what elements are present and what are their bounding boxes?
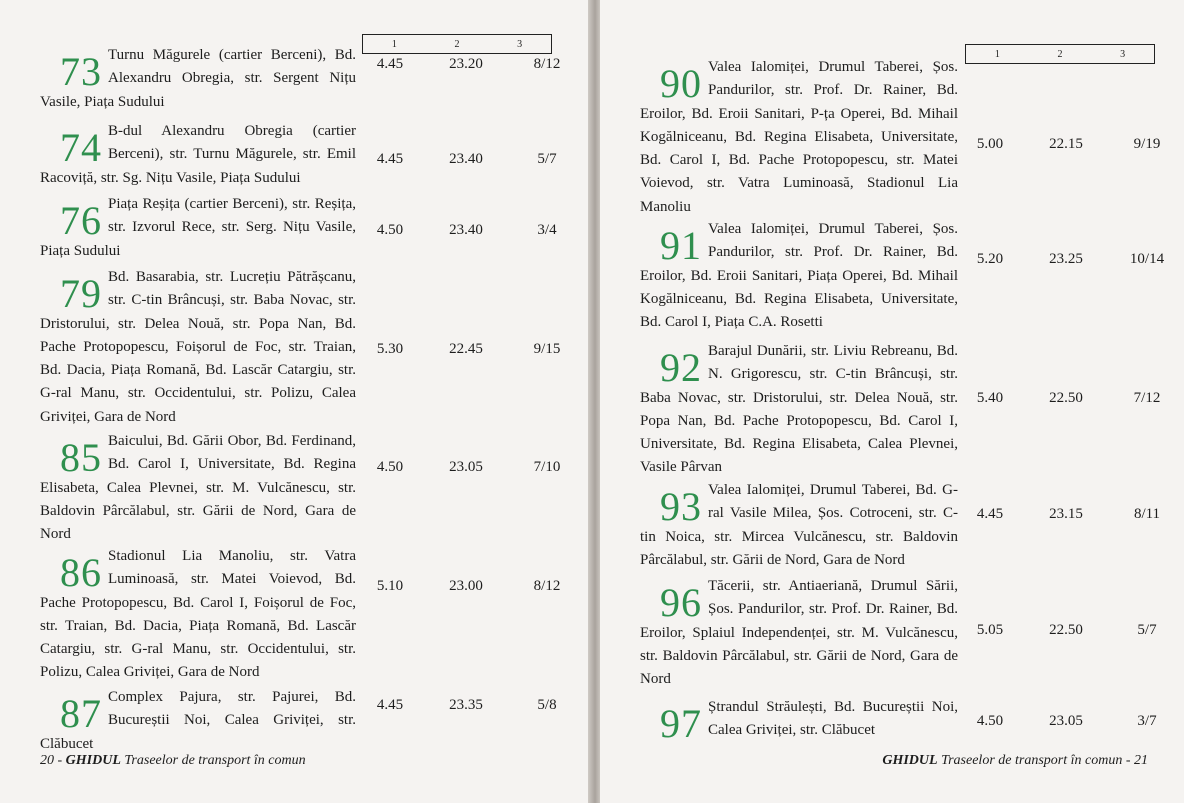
route-number: 74 bbox=[60, 125, 102, 170]
first-departure: 4.45 bbox=[376, 56, 404, 72]
route-description: Stadionul Lia Manoliu, str. Vatra Luminoasă, str. Matei Voievod, Bd. Pache Protopopescu, Bd. Carol I, Foișorul de Foc, str. Traian, Bd. Dacia, Piața Romană, Bd. Lascăr Catargiu, str. G-ral Manu, str. Occidentului, str. Polizu, Calea Griviței, Gara de Nord bbox=[40, 548, 356, 681]
interval: 3/4 bbox=[537, 222, 557, 238]
last-departure: 23.40 bbox=[449, 151, 483, 167]
route-number: 93 bbox=[660, 484, 702, 529]
route-number: 92 bbox=[660, 345, 702, 390]
interval: 5/7 bbox=[537, 151, 557, 167]
page-number: 21 bbox=[1134, 753, 1148, 768]
first-departure: 5.00 bbox=[976, 136, 1004, 152]
route-entry bbox=[40, 44, 356, 114]
route-entry bbox=[40, 266, 356, 429]
last-departure: 23.15 bbox=[1049, 506, 1083, 522]
interval: 7/10 bbox=[533, 459, 561, 475]
route-values bbox=[962, 136, 1180, 153]
route-description: Valea Ialomiței, Drumul Taberei, Șos. Pandurilor, str. Prof. Dr. Rainer, Bd. Eroilor, Bd. Eroii Sanitari, P-ța Operei, Bd. Mihail Kogălniceanu, Bd. Regina Elisabeta, Universitate, Bd. Carol I, Bd. Pache Protopopescu, str. Matei Voievod, str. Vatra Luminoasă, Stadionul Lia Manoliu bbox=[640, 59, 958, 215]
route-description: Valea Ialomiței, Drumul Taberei, Bd. G-ral Vasile Milea, Șos. Cotroceni, str. C-tin Noica, str. Mircea Vulcănescu, str. Baldovin Pârcălabul, str. Gării de Nord, Gara de Nord bbox=[640, 482, 958, 568]
route-entry bbox=[40, 430, 356, 546]
route-number: 90 bbox=[660, 61, 702, 106]
last-departure: 23.00 bbox=[449, 578, 483, 594]
route-values bbox=[362, 222, 580, 239]
page-footer: GHIDUL Traseelor de transport în comun - 21 bbox=[882, 753, 1148, 768]
interval: 9/19 bbox=[1133, 136, 1161, 152]
interval: 8/12 bbox=[533, 578, 561, 594]
route-number: 87 bbox=[60, 691, 102, 736]
route-entry bbox=[640, 479, 958, 572]
route-description: Barajul Dunării, str. Liviu Rebreanu, Bd. N. Grigorescu, str. C-tin Brâncuși, str. Baba Novac, str. Dristorului, str. Delea Nouă, str. Popa Nan, Bd. Pache Protopopescu, Bd. Carol I, Universitate, Bd. Regina Elisabeta, Calea Plevnei, Vasile Pârvan bbox=[640, 343, 958, 476]
route-values bbox=[362, 341, 580, 358]
route-description: Ștrandul Străulești, Bd. Bucureștii Noi, Calea Griviței, str. Clăbucet bbox=[708, 699, 958, 739]
column-header-1: 1 bbox=[994, 48, 1000, 60]
route-entry bbox=[40, 545, 356, 685]
column-header-3: 3 bbox=[517, 38, 523, 50]
column-header-3: 3 bbox=[1120, 48, 1126, 60]
route-values bbox=[962, 506, 1180, 523]
page-footer: 20 - GHIDUL Traseelor de transport în comun bbox=[40, 753, 306, 768]
last-departure: 23.40 bbox=[449, 222, 483, 238]
right-page bbox=[600, 0, 1184, 803]
route-entry bbox=[40, 686, 356, 756]
route-number: 79 bbox=[60, 271, 102, 316]
route-number: 86 bbox=[60, 550, 102, 595]
route-description: Valea Ialomiței, Drumul Taberei, Șos. Pandurilor, str. Prof. Dr. Rainer, Bd. Eroilor, Bd. Eroii Sanitari, Piața Operei, Bd. Mihail Kogălniceanu, Bd. Regina Elisabeta, Universitate, Bd. Carol I, Piața C.A. Rosetti bbox=[640, 221, 958, 331]
first-departure: 4.45 bbox=[376, 697, 404, 713]
interval: 8/11 bbox=[1133, 506, 1161, 522]
last-departure: 22.50 bbox=[1049, 622, 1083, 638]
route-description: Turnu Măgurele (cartier Berceni), Bd. Alexandru Obregia, str. Sergent Nițu Vasile, Piața Sudului bbox=[40, 47, 356, 110]
route-values bbox=[362, 697, 580, 714]
route-description: Baicului, Bd. Gării Obor, Bd. Ferdinand, Bd. Carol I, Universitate, Bd. Regina Elisabeta, Calea Plevnei, str. M. Vulcănescu, str. Baldovin Pârcălabul, str. Gării de Nord, Gara de Nord bbox=[40, 433, 356, 543]
route-entry bbox=[640, 218, 958, 334]
route-values bbox=[362, 56, 580, 73]
last-departure: 23.25 bbox=[1049, 251, 1083, 267]
route-values bbox=[962, 713, 1180, 730]
route-values bbox=[962, 251, 1180, 268]
column-header bbox=[965, 44, 1155, 64]
last-departure: 22.15 bbox=[1049, 136, 1083, 152]
guide-subtitle: Traseelor de transport în comun bbox=[124, 753, 306, 768]
first-departure: 4.45 bbox=[376, 151, 404, 167]
first-departure: 5.10 bbox=[376, 578, 404, 594]
first-departure: 5.40 bbox=[976, 390, 1004, 406]
first-departure: 5.05 bbox=[976, 622, 1004, 638]
route-entry bbox=[40, 120, 356, 190]
route-values bbox=[362, 151, 580, 168]
route-number: 96 bbox=[660, 580, 702, 625]
first-departure: 4.50 bbox=[976, 713, 1004, 729]
last-departure: 23.20 bbox=[449, 56, 483, 72]
column-header-1: 1 bbox=[391, 38, 397, 50]
route-number: 91 bbox=[660, 223, 702, 268]
route-description: Bd. Basarabia, str. Lucrețiu Pătrășcanu, str. C-tin Brâncuși, str. Baba Novac, str. Dristorului, str. Delea Nouă, str. Popa Nan, Bd. Pache Protopopescu, Foișorul de Foc, str. Traian, Bd. Dacia, Piața Romană, Bd. Lascăr Catargiu, str. G-ral Manu, str. Occidentului, str. Polizu, Calea Griviței, Gara de Nord bbox=[40, 269, 356, 425]
guide-title: GHIDUL bbox=[65, 753, 121, 768]
last-departure: 23.05 bbox=[449, 459, 483, 475]
first-departure: 4.50 bbox=[376, 459, 404, 475]
first-departure: 5.20 bbox=[976, 251, 1004, 267]
column-header bbox=[362, 34, 552, 54]
last-departure: 23.35 bbox=[449, 697, 483, 713]
route-description: Piața Reșița (cartier Berceni), str. Reșița, str. Izvorul Rece, str. Serg. Nițu Vasile, Piața Sudului bbox=[40, 196, 356, 259]
last-departure: 22.50 bbox=[1049, 390, 1083, 406]
last-departure: 23.05 bbox=[1049, 713, 1083, 729]
interval: 8/12 bbox=[533, 56, 561, 72]
route-description: B-dul Alexandru Obregia (cartier Berceni), str. Turnu Măgurele, str. Emil Racoviță, str. Sg. Nițu Vasile, Piața Sudului bbox=[40, 123, 356, 186]
route-description: Complex Pajura, str. Pajurei, Bd. Bucureștii Noi, Calea Griviței, str. Clăbucet bbox=[40, 689, 356, 752]
guide-title: GHIDUL bbox=[882, 753, 938, 768]
route-values bbox=[362, 459, 580, 476]
route-entry bbox=[640, 340, 958, 480]
guide-subtitle: Traseelor de transport în comun bbox=[941, 753, 1123, 768]
interval: 10/14 bbox=[1129, 251, 1165, 267]
column-header-2: 2 bbox=[454, 38, 460, 50]
route-entry bbox=[640, 575, 958, 691]
route-values bbox=[962, 622, 1180, 639]
route-values bbox=[362, 578, 580, 595]
last-departure: 22.45 bbox=[449, 341, 483, 357]
column-header-2: 2 bbox=[1057, 48, 1063, 60]
route-number: 97 bbox=[660, 701, 702, 746]
interval: 5/7 bbox=[1137, 622, 1157, 638]
interval: 7/12 bbox=[1133, 390, 1161, 406]
route-description: Tăcerii, str. Antiaeriană, Drumul Sării, Șos. Pandurilor, str. Prof. Dr. Rainer, Bd. Eroilor, Splaiul Independenței, str. M. Vulcănescu, str. Baldovin Pârcălabul, str. Gării de Nord, Gara de Nord bbox=[640, 578, 958, 688]
interval: 3/7 bbox=[1137, 713, 1157, 729]
route-values bbox=[962, 390, 1180, 407]
interval: 9/15 bbox=[533, 341, 561, 357]
route-number: 85 bbox=[60, 435, 102, 480]
page-number: 20 bbox=[40, 753, 54, 768]
first-departure: 4.45 bbox=[976, 506, 1004, 522]
route-entry bbox=[640, 696, 958, 746]
left-page bbox=[0, 0, 590, 803]
route-entry bbox=[640, 56, 958, 219]
first-departure: 5.30 bbox=[376, 341, 404, 357]
first-departure: 4.50 bbox=[376, 222, 404, 238]
interval: 5/8 bbox=[537, 697, 557, 713]
route-number: 76 bbox=[60, 198, 102, 243]
route-entry bbox=[40, 193, 356, 263]
route-number: 73 bbox=[60, 49, 102, 94]
